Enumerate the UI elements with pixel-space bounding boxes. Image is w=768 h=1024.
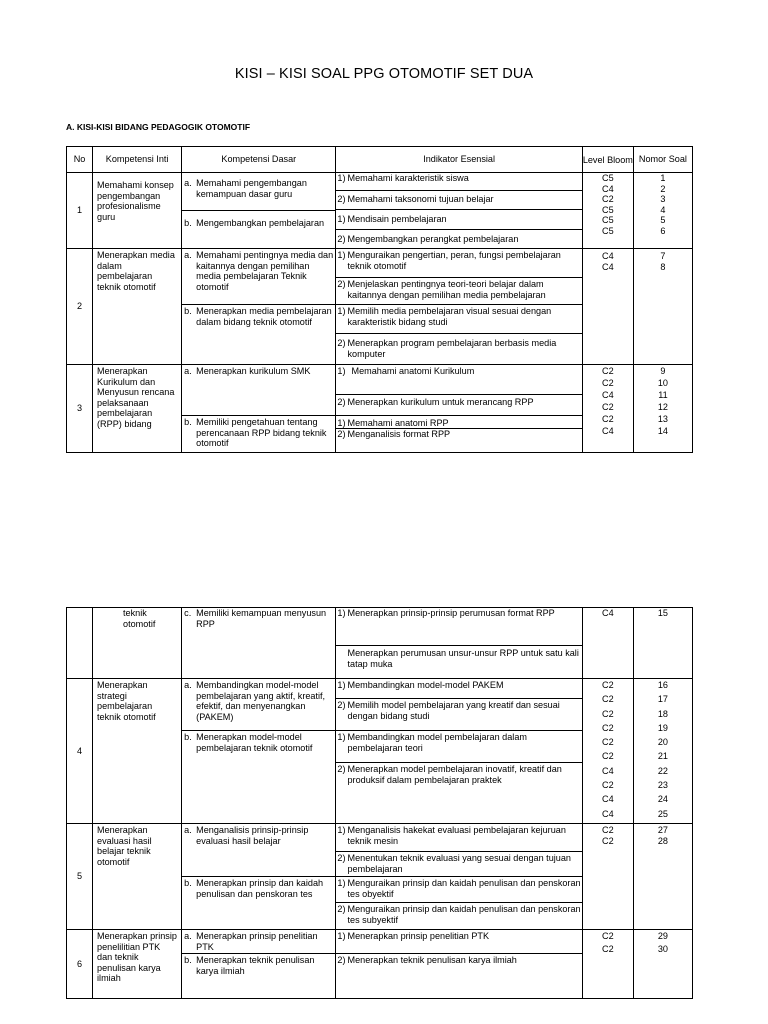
level-value: C2 [602,378,614,388]
ie-item: Menerapkan prinsip penelitian PTK [347,931,490,941]
row-number: 6 [67,930,93,999]
item-marker: 1) [337,306,346,316]
level-bloom-list [582,679,633,824]
item-marker: 2) [337,904,346,914]
kd-item: Mengembangkan pembelajaran [196,218,325,228]
item-marker: 1) [337,418,346,428]
item-marker: a. [184,366,192,376]
row-number: 5 [67,824,93,930]
kompetensi-inti: Menerapkan strategi pembelajaran teknik otomotif [93,679,182,824]
level-value: C2 [602,402,614,412]
level-value: C2 [602,694,614,705]
level-value: C4 [602,608,614,618]
nomor-soal-list [633,930,692,999]
ie-item: Membandingkan model pembelajaran dalam pembelajaran teori [347,732,527,753]
nomor-soal-list [633,679,692,824]
level-value: C2 [602,835,614,846]
header-kompetensi-inti: Kompetensi Inti [93,147,182,173]
level-value: C4 [602,794,614,805]
question-number: 10 [657,378,668,388]
table-row [67,608,693,679]
question-number: 8 [660,262,666,272]
item-marker: 2) [337,955,346,965]
nomor-soal-list [633,824,692,930]
question-number: 21 [657,751,668,762]
kd-item: Menerapkan prinsip dan kaidah penulisan dan penskoran tes [196,878,324,899]
item-marker: 2) [337,194,346,204]
item-marker: c. [184,608,192,618]
item-marker: 2) [337,234,346,244]
level-value: C2 [602,680,614,690]
ie-item: Menganalisis hakekat evaluasi pembelajaran kejuruan teknik mesin [347,825,566,846]
item-marker: b. [184,417,192,427]
kd-item: Memahami pentingnya media dan kaitannya dengan pemilihan media pembelajaran Teknik otomotif [196,250,334,292]
kd-item: Menerapkan prinsip penelitian PTK [196,931,318,952]
question-number: 11 [658,390,668,400]
question-number: 23 [657,780,668,791]
question-number: 15 [657,608,668,618]
ie-item: Menerapkan teknik penulisan karya ilmiah [347,955,517,965]
row-number: 1 [67,173,93,249]
kompetensi-dasar [182,173,336,249]
level-value: C2 [602,825,614,835]
level-value: C4 [602,765,614,776]
item-marker: a. [184,178,192,188]
row-number [67,608,93,679]
level-value: C2 [602,194,614,204]
kompetensi-inti: Memahami konsep pengembangan profesionalisme guru [93,173,182,249]
kompetensi-dasar [182,679,336,824]
kd-item: Memiliki kemampuan menyusun RPP [196,608,327,629]
item-marker: 2) [337,429,346,439]
question-number: 27 [657,825,668,835]
item-marker: a. [184,825,192,835]
ie-item: Mengembangkan perangkat pembelajaran [347,234,519,244]
item-marker: 1) [337,680,346,690]
item-marker: a. [184,250,192,260]
level-bloom-list [582,365,633,453]
question-number: 12 [657,402,668,412]
document-title: KISI – KISI SOAL PPG OTOMOTIF SET DUA [234,66,534,82]
kompetensi-inti: Menerapkan Kurikulum dan Menyusun rencana pelaksanaan pembelajaran (RPP) bidang [93,365,182,453]
table-row [67,824,693,930]
ie-item: Memilih model pembelajaran yang kreatif dan sesuai dengan bidang studi [347,700,560,721]
kompetensi-dasar [182,365,336,453]
ie-item: Menganalisis format RPP [347,429,451,439]
table-row [67,679,693,824]
kisi-table-2 [66,607,693,999]
item-marker: 1) [337,214,346,224]
level-value: C2 [602,944,614,954]
ie-item: Memahami anatomi Kurikulum [351,366,475,376]
level-value: C4 [602,426,614,436]
ie-item: Memahami anatomi RPP [347,418,449,428]
kd-item: Membandingkan model-model pembelajaran yang aktif, kreatif, efektif, dan menyenangkan (PAKEM) [196,680,326,722]
header-level-bloom: Level Bloom [582,147,633,173]
question-number: 30 [657,944,668,954]
level-value: C2 [602,708,614,719]
ie-item: Menerapkan kurikulum untuk merancang RPP [347,397,534,407]
level-value: C2 [602,722,614,733]
ie-item: Menerapkan perumusan unsur-unsur RPP untuk satu kali tatap muka [347,648,579,669]
header-indikator-esensial: Indikator Esensial [336,147,582,173]
question-number: 24 [657,794,668,805]
kd-item: Menerapkan model-model pembelajaran teknik otomotif [196,732,313,753]
level-value: C4 [602,390,614,400]
level-value: C2 [602,737,614,748]
kompetensi-dasar [182,824,336,930]
ie-item: Mendisain pembelajaran [347,214,447,224]
item-marker: b. [184,306,192,316]
indikator-esensial [336,249,582,365]
level-bloom-list [582,249,633,365]
level-value: C2 [602,414,614,424]
item-marker: 2) [337,279,346,289]
header-nomor-soal: Nomor Soal [633,147,692,173]
kompetensi-dasar [182,608,336,679]
item-marker: 1) [337,931,346,941]
indikator-esensial [336,173,582,249]
item-marker: a. [184,931,192,941]
item-marker: b. [184,955,192,965]
kd-item: Menerapkan teknik penulisan karya ilmiah [196,955,315,976]
ie-item: Membandingkan model-model PAKEM [347,680,504,690]
ie-item: Menguraikan pengertian, peran, fungsi pembelajaran teknik otomotif [347,250,561,271]
indikator-esensial [336,824,582,930]
row-number: 2 [67,249,93,365]
level-bloom-list [582,608,633,679]
question-number: 17 [657,694,668,705]
level-bloom-list [582,930,633,999]
question-number: 6 [660,225,666,236]
question-number: 4 [660,204,666,215]
item-marker: 1) [337,608,346,618]
table-row [67,249,693,365]
ie-item: Memilih media pembelajaran visual sesuai dengan karakteristik bidang studi [347,306,552,327]
question-number: 19 [657,722,668,733]
item-marker: b. [184,218,192,228]
question-number: 9 [660,366,666,376]
question-number: 7 [660,251,666,261]
level-value: C5 [602,204,614,215]
table-row [67,173,693,249]
table-row [67,365,693,453]
ie-item: Menjelaskan pentingnya teori-teori belajar dalam kaitannya dengan pemilihan media pembelajaran [347,279,546,300]
level-value: C4 [602,251,614,261]
kd-item: Menerapkan media pembelajaran dalam bidang teknik otomotif [196,306,332,327]
item-marker: 2) [337,764,346,774]
item-marker: 2) [337,397,346,407]
question-number: 22 [657,765,668,776]
level-bloom-list [582,173,633,249]
item-marker: 2) [337,700,346,710]
row-number: 4 [67,679,93,824]
question-number: 25 [657,808,668,819]
ie-item: Menerapkan prinsip-prinsip perumusan format RPP [347,608,555,618]
ie-item: Memahami karakteristik siswa [347,173,469,183]
kompetensi-inti: Menerapkan prinsip penelilitian PTK dan teknik penulisan karya ilmiah [93,930,182,999]
ie-item: Memahami taksonomi tujuan belajar [347,194,494,204]
item-marker: 1) [337,366,346,376]
nomor-soal-list [633,173,692,249]
question-number: 29 [657,931,668,941]
item-marker: 2) [337,853,346,863]
item-marker: 1) [337,250,346,260]
nomor-soal-list [633,249,692,365]
level-bloom-list [582,824,633,930]
kompetensi-dasar [182,930,336,999]
ie-item: Menerapkan program pembelajaran berbasis media komputer [347,338,557,359]
ie-item: Menguraikan prinsip dan kaidah penulisan dan penskoran tes subyektif [347,904,581,925]
kd-item: Menerapkan kurikulum SMK [196,366,311,376]
level-value: C4 [602,183,614,194]
item-marker: 2) [337,338,346,348]
kisi-table-1 [66,146,693,453]
question-number: 2 [660,183,666,194]
indikator-esensial [336,365,582,453]
indikator-esensial [336,679,582,824]
nomor-soal-list [633,365,692,453]
section-heading: A. KISI-KISI BIDANG PEDAGOGIK OTOMOTIF [66,122,251,132]
item-marker: 1) [337,732,346,742]
question-number: 13 [657,414,668,424]
header-kompetensi-dasar: Kompetensi Dasar [182,147,336,173]
question-number: 1 [660,173,666,183]
item-marker: 1) [337,173,346,183]
item-marker: a. [184,680,192,690]
item-marker: b. [184,878,192,888]
kd-item: Memahami pengembangan kemampuan dasar guru [196,178,307,199]
level-value: C4 [602,262,614,272]
kompetensi-dasar [182,249,336,365]
indikator-esensial [336,608,582,679]
question-number: 5 [660,215,666,225]
level-value: C5 [602,173,614,183]
level-value: C2 [602,366,614,376]
item-marker: b. [184,732,192,742]
level-value: C2 [602,751,614,762]
kompetensi-inti: Menerapkan evaluasi hasil belajar teknik otomotif [93,824,182,930]
kd-item: Memiliki pengetahuan tentang perencanaan RPP bidang teknik otomotif [196,417,327,448]
level-value: C2 [602,780,614,791]
ie-item: Menerapkan model pembelajaran inovatif, kreatif dan produksif dalam pembelajaran praktek [347,764,562,785]
kompetensi-inti: teknik otomotif [93,608,182,679]
question-number: 3 [660,194,666,204]
item-marker: 1) [337,825,346,835]
question-number: 16 [657,680,668,690]
kd-item: Menganalisis prinsip-prinsip evaluasi hasil belajar [196,825,309,846]
kompetensi-inti: Menerapkan media dalam pembelajaran teknik otomotif [93,249,182,365]
indikator-esensial [336,930,582,999]
ie-item: Menentukan teknik evaluasi yang sesuai dengan tujuan pembelajaran [347,853,571,874]
level-value: C5 [602,215,614,225]
table-row [67,930,693,999]
ie-item: Menguraikan prinsip dan kaidah penulisan dan penskoran tes obyektif [347,878,581,899]
nomor-soal-list [633,608,692,679]
question-number: 20 [657,737,668,748]
item-marker: 1) [337,878,346,888]
question-number: 18 [657,708,668,719]
row-number: 3 [67,365,93,453]
level-value: C5 [602,225,614,236]
question-number: 14 [657,426,668,436]
level-value: C4 [602,808,614,819]
question-number: 28 [657,835,668,846]
level-value: C2 [602,931,614,941]
header-no: No [67,147,93,173]
